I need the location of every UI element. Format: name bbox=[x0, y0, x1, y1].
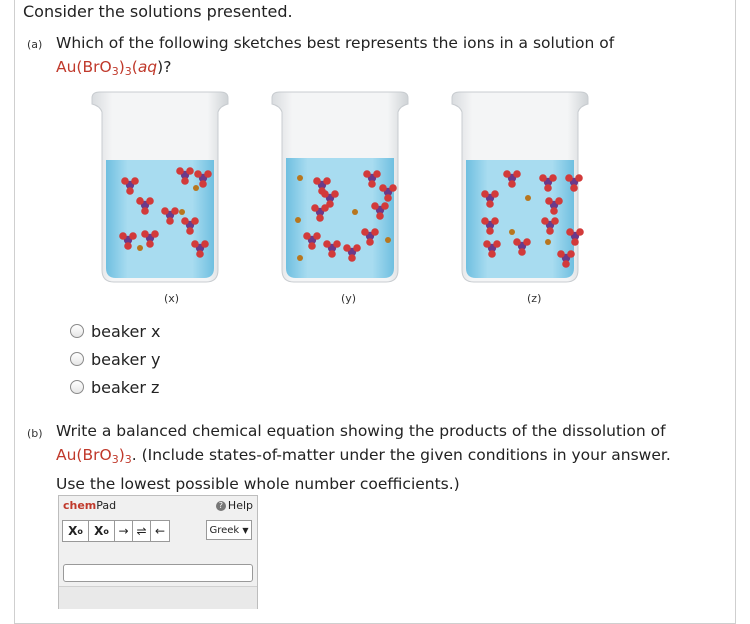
subscript-button[interactable]: X o bbox=[63, 521, 89, 541]
help-link[interactable]: ? Help bbox=[216, 499, 253, 512]
part-b-label: (b) bbox=[27, 427, 43, 440]
option-label: beaker y bbox=[91, 349, 161, 369]
superscript-button[interactable]: X o bbox=[89, 521, 115, 541]
chempad bbox=[58, 495, 258, 609]
chempad-footer bbox=[59, 586, 257, 609]
greek-dropdown[interactable]: Greek ▼ bbox=[206, 520, 252, 540]
part-b-formula: $Au(BrO_3)_3$ bbox=[56, 446, 132, 466]
beaker-x-label: (x) bbox=[164, 292, 180, 305]
beaker-y-label: (y) bbox=[341, 292, 357, 305]
beakers-illustration bbox=[0, 0, 750, 300]
beaker-x bbox=[92, 92, 228, 282]
page-heading: Consider the solutions presented. bbox=[23, 2, 293, 21]
arrow-button[interactable]: → bbox=[115, 521, 133, 541]
equation-input[interactable] bbox=[63, 564, 253, 582]
beaker-z bbox=[452, 92, 588, 282]
part-a-label: (a) bbox=[27, 38, 43, 51]
beaker-y bbox=[272, 92, 408, 282]
radio-beaker-x[interactable] bbox=[70, 324, 84, 338]
beaker-z-label: (z) bbox=[527, 292, 542, 305]
chempad-title: chemPad bbox=[63, 499, 117, 512]
help-icon: ? bbox=[216, 501, 226, 511]
option-label: beaker z bbox=[91, 377, 160, 397]
equilibrium-button[interactable]: ⇌ bbox=[133, 521, 151, 541]
part-a-question-text: Which of the following sketches best represents the ions in a solution of bbox=[56, 34, 615, 52]
option-beaker-y[interactable] bbox=[70, 348, 160, 370]
radio-beaker-z[interactable] bbox=[70, 380, 84, 394]
option-beaker-z[interactable] bbox=[70, 376, 159, 398]
chevron-down-icon: ▼ bbox=[242, 525, 249, 535]
part-b-question: Write a balanced chemical equation showing the products of the dissolution of $Au(BrO_3)_3$. (Include states-of-matter under the given conditions in your answer. Use the lowest possible whole number coefficients.) bbox=[56, 422, 671, 493]
option-label: beaker x bbox=[91, 321, 161, 341]
left-arrow-button[interactable]: ← bbox=[154, 524, 166, 538]
option-beaker-x[interactable] bbox=[70, 320, 160, 342]
chempad-header bbox=[59, 496, 257, 516]
part-a-formula: $Au(BrO_3)_3(aq$ bbox=[56, 58, 158, 78]
part-a-question: Which of the following sketches best represents the ions in a solution of $Au(BrO_3)_3(aq)$? bbox=[56, 34, 615, 78]
radio-beaker-y[interactable] bbox=[70, 352, 84, 366]
chempad-toolbar bbox=[62, 520, 170, 542]
